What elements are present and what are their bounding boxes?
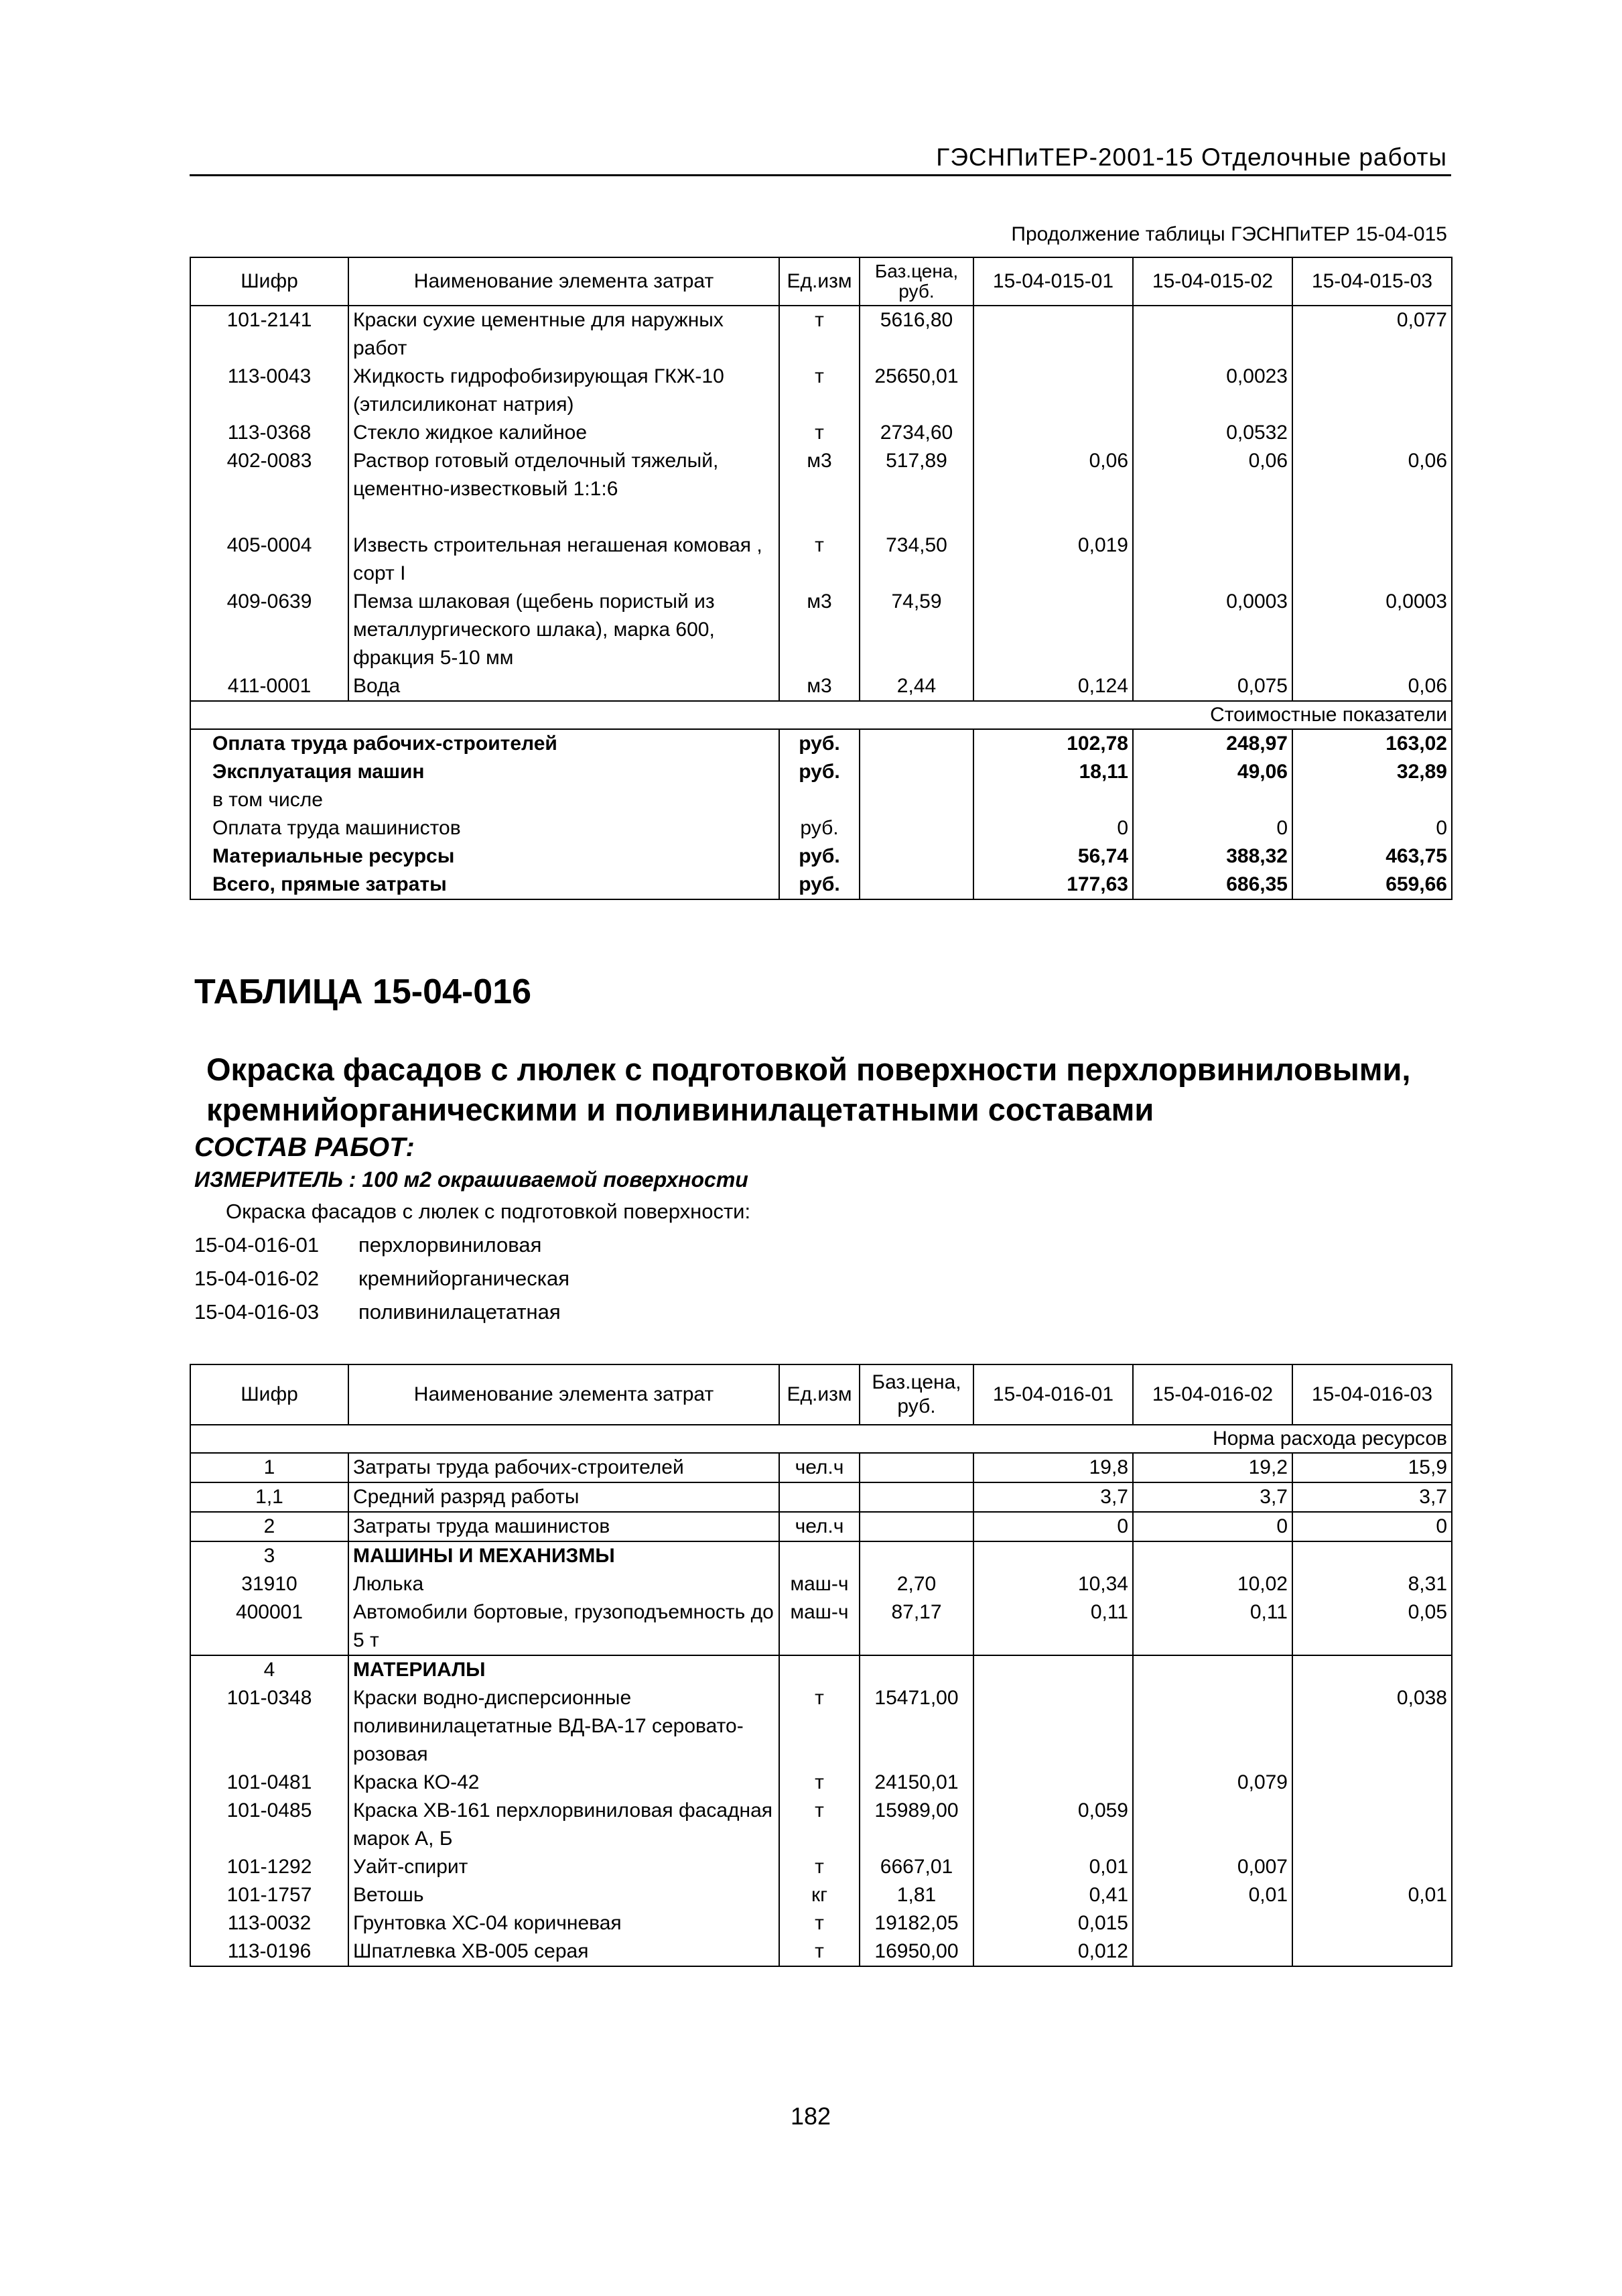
variant-1-value: 0,124 (973, 672, 1133, 701)
variant-1-value (973, 1655, 1133, 1684)
table-row (190, 1453, 1452, 1482)
col-header-code: Шифр (190, 1364, 348, 1425)
cost-row (190, 786, 1452, 814)
cost-row (190, 814, 1452, 842)
resource-price: 15471,00 (860, 1684, 973, 1769)
table-continuation-caption: Продолжение таблицы ГЭСНПиТЕР 15-04-015 (1011, 223, 1447, 245)
resource-name: Ветошь (348, 1881, 779, 1909)
variant-name: перхлорвиниловая (358, 1233, 542, 1257)
cost-row (190, 871, 1452, 899)
resource-code: 405-0004 (190, 531, 348, 588)
table-header-row (190, 257, 1452, 306)
variant-2-value: 0,01 (1133, 1881, 1292, 1909)
variant-1-value: 0,019 (973, 531, 1133, 588)
resource-code: 113-0368 (190, 419, 348, 447)
col-header-variant-1: 15-04-015-01 (973, 257, 1133, 306)
variant-1-value: 0,41 (973, 1881, 1133, 1909)
variant-3-value: 0,05 (1292, 1598, 1452, 1655)
resource-price: 24150,01 (860, 1769, 973, 1797)
resource-price: 734,50 (860, 531, 973, 588)
resource-name: Стекло жидкое калийное (348, 419, 779, 447)
resource-name: Вода (348, 672, 779, 701)
resource-code: 2 (190, 1512, 348, 1541)
col-header-price: Баз.цена, руб. (860, 1364, 973, 1425)
variant-2-value: 0,0023 (1133, 363, 1292, 419)
table-row (190, 1909, 1452, 1937)
variant-3-value: 659,66 (1292, 871, 1452, 899)
resource-name: Пемза шлаковая (щебень пористый из металлургического шлака), марка 600, фракция 5-10 мм (348, 588, 779, 672)
variant-1-value: 0,01 (973, 1853, 1133, 1881)
resource-price: 15989,00 (860, 1797, 973, 1853)
header-rule (190, 174, 1451, 176)
resource-code: 101-0481 (190, 1769, 348, 1797)
resource-name: Затраты труда рабочих-строителей (348, 1453, 779, 1482)
variant-code: 15-04-016-01 (194, 1233, 320, 1257)
resource-price: 517,89 (860, 447, 973, 531)
cost-name: Оплата труда машинистов (190, 814, 779, 842)
resource-price (860, 1453, 973, 1482)
resource-code: 4 (190, 1655, 348, 1684)
variant-2-value (1133, 1655, 1292, 1684)
table-row (190, 1482, 1452, 1512)
variant-1-value (973, 588, 1133, 672)
variant-3-value (1292, 363, 1452, 419)
variant-1-value: 177,63 (973, 871, 1133, 899)
variant-1-value (973, 1769, 1133, 1797)
cost-name: Всего, прямые затраты (190, 871, 779, 899)
resource-code: 31910 (190, 1570, 348, 1598)
variant-code: 15-04-016-03 (194, 1300, 320, 1324)
table-row (190, 588, 1452, 672)
table-row (190, 1769, 1452, 1797)
variant-2-value: 0,0532 (1133, 419, 1292, 447)
resource-name: Люлька (348, 1570, 779, 1598)
table-header-row (190, 1364, 1452, 1425)
cost-name: в том числе (190, 786, 779, 814)
variants-intro: Окраска фасадов с люлек с подготовкой поверхности: (226, 1200, 751, 1223)
resource-name: Уайт-спирит (348, 1853, 779, 1881)
variant-3-value: 0 (1292, 814, 1452, 842)
resource-unit: м3 (779, 447, 860, 531)
resource-name: Краски сухие цементные для наружных работ (348, 306, 779, 363)
measurer-label: ИЗМЕРИТЕЛЬ : 100 м2 окрашиваемой поверхности (194, 1167, 748, 1192)
running-header: ГЭСНПиТЕР-2001-15 Отделочные работы (936, 143, 1447, 171)
cost-name: Оплата труда рабочих-строителей (190, 729, 779, 758)
resource-unit: чел.ч (779, 1453, 860, 1482)
variant-3-value (1292, 1853, 1452, 1881)
resource-unit: м3 (779, 588, 860, 672)
resource-code: 113-0032 (190, 1909, 348, 1937)
variant-1-value (973, 1541, 1133, 1570)
variant-3-value: 0,038 (1292, 1684, 1452, 1769)
col-header-unit: Ед.изм (779, 1364, 860, 1425)
cost-price-empty (860, 814, 973, 842)
variant-3-value: 0,077 (1292, 306, 1452, 363)
resource-code: 101-1757 (190, 1881, 348, 1909)
variant-2-value (1133, 306, 1292, 363)
resource-code: 101-2141 (190, 306, 348, 363)
resource-name: Краска КО-42 (348, 1769, 779, 1797)
variant-3-value: 0 (1292, 1512, 1452, 1541)
variant-2-value (1133, 1684, 1292, 1769)
variant-3-value (1292, 1797, 1452, 1853)
variant-2-value (1133, 1541, 1292, 1570)
cost-name: Эксплуатация машин (190, 758, 779, 786)
resource-norm-label: Норма расхода ресурсов (190, 1425, 1452, 1453)
table-row (190, 672, 1452, 701)
cost-price-empty (860, 729, 973, 758)
table-row (190, 1512, 1452, 1541)
variant-2-value (1133, 1937, 1292, 1966)
page-number: 182 (790, 2102, 831, 2130)
variant-2-value (1133, 1797, 1292, 1853)
variant-2-value: 3,7 (1133, 1482, 1292, 1512)
table-row (190, 419, 1452, 447)
table-row (190, 1881, 1452, 1909)
resource-code: 113-0196 (190, 1937, 348, 1966)
col-header-unit: Ед.изм (779, 257, 860, 306)
variant-1-value (973, 363, 1133, 419)
variant-2-value (1133, 531, 1292, 588)
resource-name: МАТЕРИАЛЫ (348, 1655, 779, 1684)
resource-unit: т (779, 1909, 860, 1937)
col-header-variant-2: 15-04-016-02 (1133, 1364, 1292, 1425)
table-row (190, 1853, 1452, 1881)
resource-name: МАШИНЫ И МЕХАНИЗМЫ (348, 1541, 779, 1570)
table-row (190, 1684, 1452, 1769)
variant-name: поливинилацетатная (358, 1300, 561, 1324)
variant-3-value: 8,31 (1292, 1570, 1452, 1598)
variant-name: кремнийорганическая (358, 1267, 570, 1290)
variant-3-value: 0,06 (1292, 672, 1452, 701)
variant-1-value: 19,8 (973, 1453, 1133, 1482)
variant-1-value: 0 (973, 1512, 1133, 1541)
variant-2-value: 19,2 (1133, 1453, 1292, 1482)
resource-unit: т (779, 363, 860, 419)
resource-price: 2734,60 (860, 419, 973, 447)
variant-3-value (1292, 1541, 1452, 1570)
resource-name: Жидкость гидрофобизирующая ГКЖ-10 (этилсиликонат натрия) (348, 363, 779, 419)
variant-2-value: 0,075 (1133, 672, 1292, 701)
resource-code: 101-0485 (190, 1797, 348, 1853)
resource-price: 1,81 (860, 1881, 973, 1909)
table-row (190, 306, 1452, 363)
resource-norm-band (190, 1425, 1452, 1453)
variant-2-value: 0,06 (1133, 447, 1292, 531)
variant-1-value (973, 786, 1133, 814)
resource-code: 411-0001 (190, 672, 348, 701)
resource-price: 74,59 (860, 588, 973, 672)
variant-2-value (1133, 1909, 1292, 1937)
table-row (190, 363, 1452, 419)
variant-3-value: 463,75 (1292, 842, 1452, 871)
variant-3-value (1292, 419, 1452, 447)
variant-2-value: 0,079 (1133, 1769, 1292, 1797)
variant-2-value: 388,32 (1133, 842, 1292, 871)
resource-price: 19182,05 (860, 1909, 973, 1937)
variant-3-value (1292, 786, 1452, 814)
table-title: ТАБЛИЦА 15-04-016 (194, 972, 532, 1011)
composition-label: СОСТАВ РАБОТ: (194, 1133, 415, 1162)
variant-2-value: 0 (1133, 1512, 1292, 1541)
resource-price: 25650,01 (860, 363, 973, 419)
resource-code: 101-1292 (190, 1853, 348, 1881)
resource-code: 113-0043 (190, 363, 348, 419)
resource-unit (779, 1655, 860, 1684)
work-title: Окраска фасадов с люлек с подготовкой поверхности перхлорвиниловыми, кремнийорганическими и поливинилацетатными составами (206, 1051, 1411, 1127)
col-header-variant-2: 15-04-015-02 (1133, 257, 1292, 306)
resource-name: Затраты труда машинистов (348, 1512, 779, 1541)
resource-price (860, 1541, 973, 1570)
col-header-variant-3: 15-04-016-03 (1292, 1364, 1452, 1425)
variant-1-value: 56,74 (973, 842, 1133, 871)
table-row (190, 1598, 1452, 1655)
variant-2-value (1133, 786, 1292, 814)
cost-unit (779, 786, 860, 814)
cost-indicators-label: Стоимостные показатели (190, 701, 1452, 729)
table-row (190, 1937, 1452, 1966)
resource-unit: т (779, 419, 860, 447)
cost-price-empty (860, 758, 973, 786)
resource-unit (779, 1482, 860, 1512)
variant-1-value: 18,11 (973, 758, 1133, 786)
cost-price-empty (860, 786, 973, 814)
cost-unit: руб. (779, 814, 860, 842)
resource-name: Автомобили бортовые, грузоподъемность до 5 т (348, 1598, 779, 1655)
variant-1-value (973, 1684, 1133, 1769)
col-header-variant-3: 15-04-015-03 (1292, 257, 1452, 306)
resource-price: 6667,01 (860, 1853, 973, 1881)
table-row (190, 531, 1452, 588)
resource-unit (779, 1541, 860, 1570)
cost-unit: руб. (779, 871, 860, 899)
variant-1-value: 10,34 (973, 1570, 1133, 1598)
cost-row (190, 729, 1452, 758)
cost-unit: руб. (779, 729, 860, 758)
resource-code: 400001 (190, 1598, 348, 1655)
col-header-name: Наименование элемента затрат (348, 1364, 779, 1425)
cost-unit: руб. (779, 758, 860, 786)
variant-3-value: 3,7 (1292, 1482, 1452, 1512)
variant-1-value: 0,06 (973, 447, 1133, 531)
resource-price (860, 1482, 973, 1512)
variant-3-value: 0,06 (1292, 447, 1452, 531)
variant-2-value: 0 (1133, 814, 1292, 842)
resource-name: Известь строительная негашеная комовая , сорт I (348, 531, 779, 588)
resource-name: Грунтовка ХС-04 коричневая (348, 1909, 779, 1937)
cost-row (190, 842, 1452, 871)
variant-1-value: 0,012 (973, 1937, 1133, 1966)
variant-2-value: 248,97 (1133, 729, 1292, 758)
resource-code: 1,1 (190, 1482, 348, 1512)
variant-1-value (973, 419, 1133, 447)
resource-code: 409-0639 (190, 588, 348, 672)
cost-price-empty (860, 871, 973, 899)
resource-unit: т (779, 1853, 860, 1881)
col-header-code: Шифр (190, 257, 348, 306)
col-header-price: Баз.цена, руб. (860, 257, 973, 306)
resource-unit: т (779, 531, 860, 588)
resource-name: Раствор готовый отделочный тяжелый, цементно-известковый 1:1:6 (348, 447, 779, 531)
variant-3-value (1292, 1909, 1452, 1937)
variant-1-value: 3,7 (973, 1482, 1133, 1512)
resource-unit: кг (779, 1881, 860, 1909)
resources-table-15-04-015 (190, 257, 1452, 900)
cost-unit: руб. (779, 842, 860, 871)
resource-name: Краска ХВ-161 перхлорвиниловая фасадная марок А, Б (348, 1797, 779, 1853)
resource-price: 5616,80 (860, 306, 973, 363)
variant-3-value (1292, 1769, 1452, 1797)
variant-1-value (973, 306, 1133, 363)
resource-unit: т (779, 1769, 860, 1797)
cost-indicators-band (190, 701, 1452, 729)
resource-name: Шпатлевка ХВ-005 серая (348, 1937, 779, 1966)
variant-2-value: 0,11 (1133, 1598, 1292, 1655)
variant-code: 15-04-016-02 (194, 1267, 320, 1290)
variant-1-value: 102,78 (973, 729, 1133, 758)
variant-3-value (1292, 1655, 1452, 1684)
variant-1-value: 0,11 (973, 1598, 1133, 1655)
resource-price: 2,70 (860, 1570, 973, 1598)
variant-3-value: 0,0003 (1292, 588, 1452, 672)
cost-price-empty (860, 842, 973, 871)
table-row (190, 1797, 1452, 1853)
variant-2-value: 49,06 (1133, 758, 1292, 786)
resource-price: 87,17 (860, 1598, 973, 1655)
variant-3-value: 163,02 (1292, 729, 1452, 758)
resource-price (860, 1655, 973, 1684)
resource-code: 3 (190, 1541, 348, 1570)
resource-price: 16950,00 (860, 1937, 973, 1966)
resource-unit: м3 (779, 672, 860, 701)
col-header-name: Наименование элемента затрат (348, 257, 779, 306)
resource-code: 101-0348 (190, 1684, 348, 1769)
table-row (190, 1570, 1452, 1598)
resource-price: 2,44 (860, 672, 973, 701)
resource-unit: маш-ч (779, 1570, 860, 1598)
col-header-variant-1: 15-04-016-01 (973, 1364, 1133, 1425)
variant-2-value: 0,007 (1133, 1853, 1292, 1881)
variant-3-value: 32,89 (1292, 758, 1452, 786)
table-row (190, 447, 1452, 531)
variant-2-value: 0,0003 (1133, 588, 1292, 672)
resource-unit: т (779, 306, 860, 363)
resource-name: Краски водно-дисперсионные поливинилацетатные ВД-ВА-17 серовато-розовая (348, 1684, 779, 1769)
variant-1-value: 0,059 (973, 1797, 1133, 1853)
variant-2-value: 686,35 (1133, 871, 1292, 899)
variant-1-value: 0 (973, 814, 1133, 842)
resource-price (860, 1512, 973, 1541)
variant-3-value (1292, 531, 1452, 588)
resource-unit: чел.ч (779, 1512, 860, 1541)
variant-3-value: 15,9 (1292, 1453, 1452, 1482)
variant-1-value: 0,015 (973, 1909, 1133, 1937)
variant-3-value: 0,01 (1292, 1881, 1452, 1909)
cost-row (190, 758, 1452, 786)
resource-code: 1 (190, 1453, 348, 1482)
resource-unit: т (779, 1684, 860, 1769)
resource-code: 402-0083 (190, 447, 348, 531)
resource-unit: т (779, 1937, 860, 1966)
resource-name: Средний разряд работы (348, 1482, 779, 1512)
table-row (190, 1541, 1452, 1570)
cost-name: Материальные ресурсы (190, 842, 779, 871)
variant-3-value (1292, 1937, 1452, 1966)
resources-table-15-04-016 (190, 1364, 1452, 1967)
resource-unit: т (779, 1797, 860, 1853)
table-row (190, 1655, 1452, 1684)
variant-2-value: 10,02 (1133, 1570, 1292, 1598)
resource-unit: маш-ч (779, 1598, 860, 1655)
